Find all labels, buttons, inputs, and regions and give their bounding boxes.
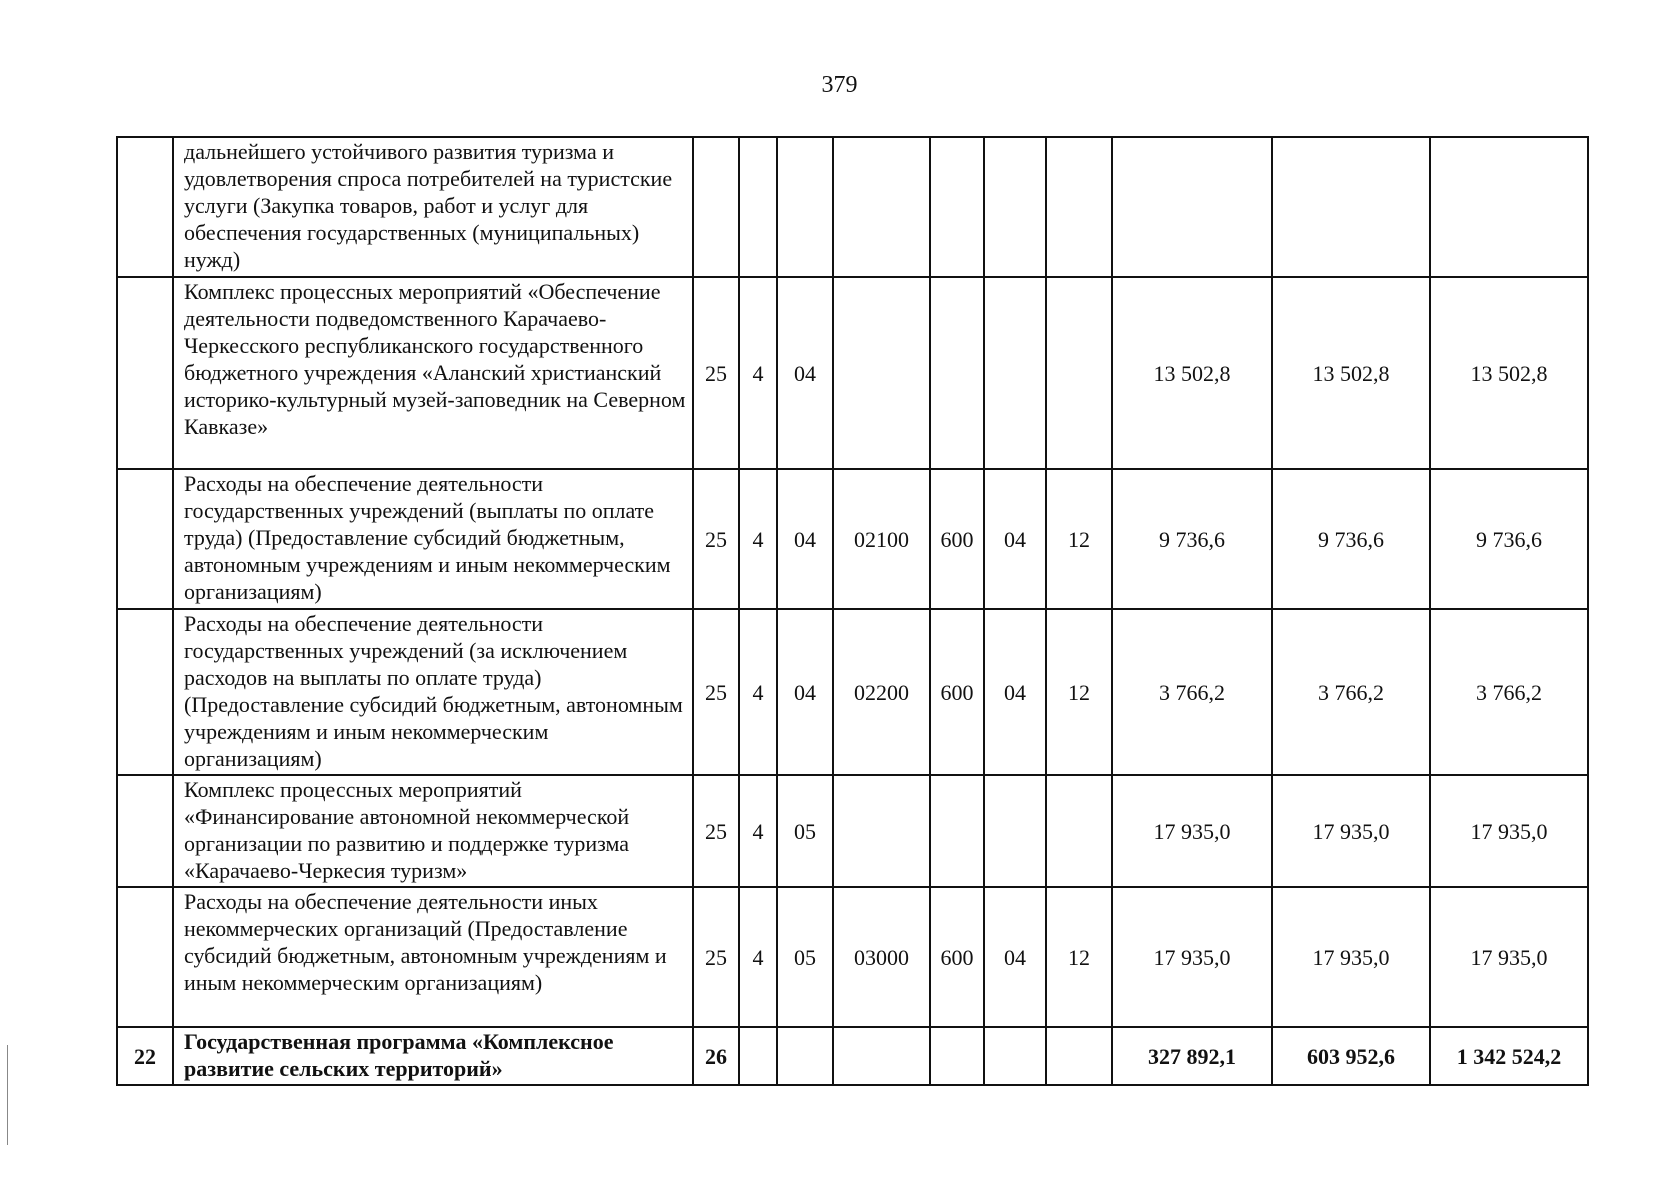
measure-code-cell: 04 (777, 609, 833, 775)
expense-type-cell (930, 277, 984, 469)
row-number-cell (117, 469, 173, 609)
measure-code-cell: 04 (777, 469, 833, 609)
expense-code-cell (833, 775, 930, 887)
expense-type-cell: 600 (930, 469, 984, 609)
table-row (117, 277, 1588, 469)
subprogram-code-cell: 4 (739, 469, 777, 609)
row-number-cell (117, 887, 173, 1027)
subsection-cell (1046, 137, 1112, 277)
amount-year3-cell: 17 935,0 (1430, 887, 1588, 1027)
row-number-cell (117, 775, 173, 887)
measure-code-cell: 05 (777, 887, 833, 1027)
expense-type-cell (930, 775, 984, 887)
section-cell (984, 775, 1046, 887)
table-row (117, 137, 1588, 277)
table-row (117, 887, 1588, 1027)
amount-year3-cell: 17 935,0 (1430, 775, 1588, 887)
amount-year2-cell: 3 766,2 (1272, 609, 1430, 775)
amount-year3-cell: 3 766,2 (1430, 609, 1588, 775)
program-code-cell (693, 137, 739, 277)
program-code-cell: 25 (693, 469, 739, 609)
scan-edge-mark (7, 1045, 8, 1145)
section-cell (984, 277, 1046, 469)
amount-year2-cell: 9 736,6 (1272, 469, 1430, 609)
measure-code-cell: 04 (777, 277, 833, 469)
table-row (117, 775, 1588, 887)
expense-type-cell (930, 1027, 984, 1085)
amount-year1-cell (1112, 137, 1272, 277)
description-cell: Комплекс процессных мероприятий «Обеспечение деятельности подведомственного Карачаево-Черкесского республиканского государственного бюджетного учреждения «Аланский христианский историко-культурный музей-заповедник на Северном Кавказе» (173, 277, 693, 469)
table-body (117, 137, 1588, 1085)
subprogram-code-cell (739, 137, 777, 277)
measure-code-cell (777, 1027, 833, 1085)
description-cell: Расходы на обеспечение деятельности государственных учреждений (за исключением расходов на выплаты по оплате труда) (Предоставление субсидий бюджетным, автономным учреждениям и иным некоммерческим организациям) (173, 609, 693, 775)
description-cell: Государственная программа «Комплексное развитие сельских территорий» (173, 1027, 693, 1085)
description-cell: Расходы на обеспечение деятельности иных некоммерческих организаций (Предоставление субсидий бюджетным, автономным учреждениям и иным некоммерческим организациям) (173, 887, 693, 1027)
expense-code-cell (833, 277, 930, 469)
section-cell (984, 137, 1046, 277)
subprogram-code-cell: 4 (739, 775, 777, 887)
subprogram-code-cell: 4 (739, 887, 777, 1027)
expense-code-cell: 03000 (833, 887, 930, 1027)
expense-code-cell (833, 1027, 930, 1085)
table-row (117, 609, 1588, 775)
subprogram-code-cell: 4 (739, 609, 777, 775)
row-number-cell: 22 (117, 1027, 173, 1085)
amount-year2-cell: 13 502,8 (1272, 277, 1430, 469)
table-row (117, 1027, 1588, 1085)
section-cell: 04 (984, 887, 1046, 1027)
program-code-cell: 25 (693, 609, 739, 775)
amount-year1-cell: 13 502,8 (1112, 277, 1272, 469)
amount-year2-cell: 17 935,0 (1272, 775, 1430, 887)
page-number: 379 (821, 72, 858, 98)
description-cell: дальнейшего устойчивого развития туризма и удовлетворения спроса потребителей на туристские услуги (Закупка товаров, работ и услуг для обеспечения государственных (муниципальных) нужд) (173, 137, 693, 277)
amount-year2-cell: 17 935,0 (1272, 887, 1430, 1027)
amount-year1-cell: 3 766,2 (1112, 609, 1272, 775)
subprogram-code-cell (739, 1027, 777, 1085)
amount-year2-cell (1272, 137, 1430, 277)
budget-table (116, 136, 1589, 1086)
program-code-cell: 26 (693, 1027, 739, 1085)
subsection-cell: 12 (1046, 469, 1112, 609)
amount-year3-cell (1430, 137, 1588, 277)
expense-type-cell: 600 (930, 887, 984, 1027)
amount-year1-cell: 327 892,1 (1112, 1027, 1272, 1085)
subsection-cell (1046, 1027, 1112, 1085)
amount-year1-cell: 17 935,0 (1112, 775, 1272, 887)
program-code-cell: 25 (693, 887, 739, 1027)
expense-type-cell: 600 (930, 609, 984, 775)
program-code-cell: 25 (693, 775, 739, 887)
amount-year3-cell: 9 736,6 (1430, 469, 1588, 609)
subsection-cell: 12 (1046, 609, 1112, 775)
row-number-cell (117, 137, 173, 277)
section-cell: 04 (984, 469, 1046, 609)
subsection-cell: 12 (1046, 887, 1112, 1027)
amount-year1-cell: 17 935,0 (1112, 887, 1272, 1027)
description-cell: Комплекс процессных мероприятий «Финансирование автономной некоммерческой организации по развитию и поддержке туризма «Карачаево-Черкесия туризм» (173, 775, 693, 887)
measure-code-cell (777, 137, 833, 277)
row-number-cell (117, 277, 173, 469)
subsection-cell (1046, 277, 1112, 469)
measure-code-cell: 05 (777, 775, 833, 887)
amount-year2-cell: 603 952,6 (1272, 1027, 1430, 1085)
section-cell (984, 1027, 1046, 1085)
expense-code-cell: 02200 (833, 609, 930, 775)
description-cell: Расходы на обеспечение деятельности государственных учреждений (выплаты по оплате труда) (Предоставление субсидий бюджетным, автономным учреждениям и иным некоммерческим организациям) (173, 469, 693, 609)
expense-code-cell (833, 137, 930, 277)
program-code-cell: 25 (693, 277, 739, 469)
amount-year3-cell: 1 342 524,2 (1430, 1027, 1588, 1085)
table-row (117, 469, 1588, 609)
expense-type-cell (930, 137, 984, 277)
expense-code-cell: 02100 (833, 469, 930, 609)
amount-year3-cell: 13 502,8 (1430, 277, 1588, 469)
section-cell: 04 (984, 609, 1046, 775)
row-number-cell (117, 609, 173, 775)
subprogram-code-cell: 4 (739, 277, 777, 469)
amount-year1-cell: 9 736,6 (1112, 469, 1272, 609)
subsection-cell (1046, 775, 1112, 887)
